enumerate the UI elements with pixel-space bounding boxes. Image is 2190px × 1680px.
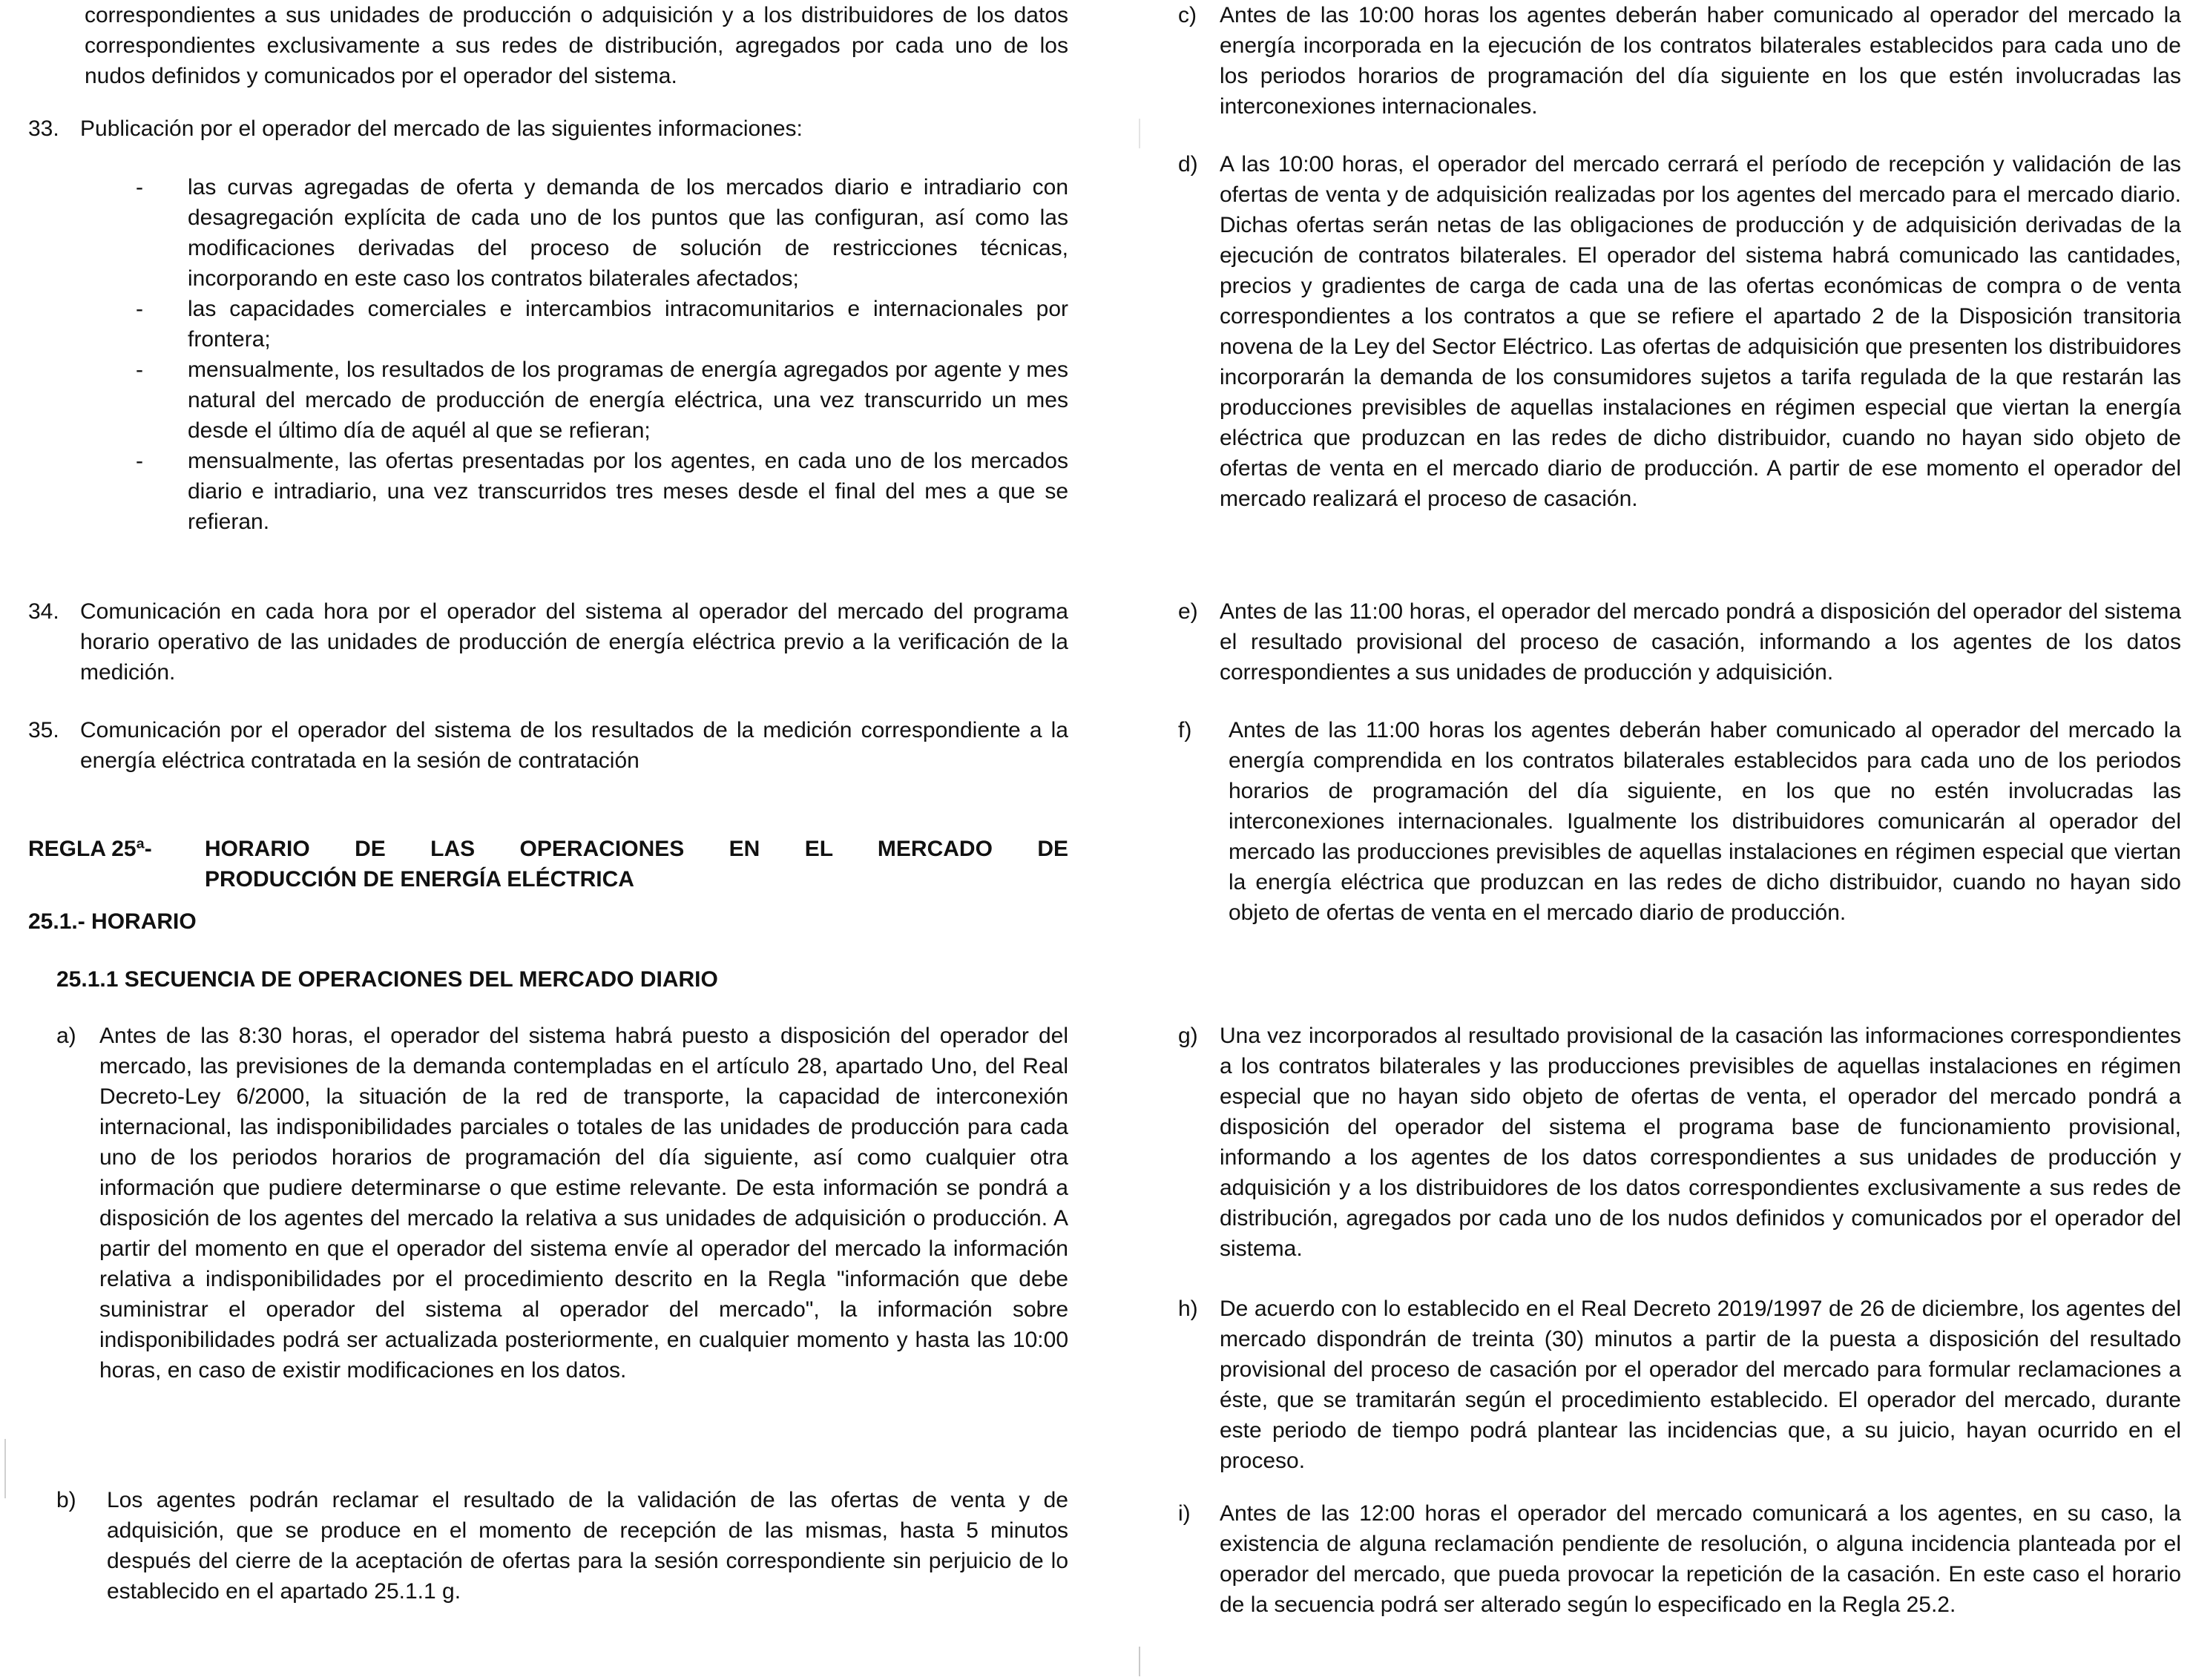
item-label: d) bbox=[1178, 152, 1198, 177]
item-g bbox=[1178, 1021, 2181, 1264]
item-e bbox=[1178, 596, 2181, 688]
item-text: Publicación por el operador del mercado de las siguientes informaciones: bbox=[80, 116, 803, 141]
subsection-heading: 25.1.1 SECUENCIA DE OPERACIONES DEL MERCADO DIARIO bbox=[56, 967, 718, 992]
item-text: Los agentes podrán reclamar el resultado de la validación de las ofertas de venta y de adquisición, que se produce en el momento de recepción de las mismas, hasta 5 minutos después del cierre de la aceptación de ofertas para la sesión correspondiente sin perjuicio de lo establecido en el apartado 25.1.1 g. bbox=[107, 1488, 1068, 1604]
bullet-item bbox=[28, 355, 1068, 446]
list-item-34 bbox=[28, 596, 1068, 688]
bullet-item bbox=[28, 294, 1068, 355]
scan-artifact bbox=[4, 1439, 6, 1498]
item-number: 34. bbox=[28, 599, 59, 624]
intro-paragraph: correspondientes a sus unidades de producción o adquisición y a los distribuidores de los datos correspondientes exclusivamente a sus redes de distribución, agregados por cada uno de los nudos definidos y comunicados por el operador del sistema. bbox=[85, 3, 1068, 88]
item-h bbox=[1178, 1294, 2181, 1476]
rule-heading bbox=[28, 834, 1068, 895]
list-item-35 bbox=[28, 715, 1068, 776]
item-text: De acuerdo con lo establecido en el Real Decreto 2019/1997 de 26 de diciembre, los agentes del mercado dispondrán de treinta (30) minutos a partir de la puesta a disposición del resultado provisional del proceso de casación por el operador del mercado para formular reclamaciones a éste, que se tramitarán según el procedimiento establecido. El operador del mercado, durante este periodo de tiempo podrá plantear las incidencias que, a su juicio, hayan ocurrido en el proceso. bbox=[1220, 1297, 2181, 1473]
item-text: Comunicación en cada hora por el operador del sistema al operador del mercado del programa horario operativo de las unidades de producción de energía eléctrica previo a la verificación de la medición. bbox=[80, 599, 1068, 685]
bullet-dash: - bbox=[136, 175, 143, 200]
rule-title-line-1: HORARIO DE LAS OPERACIONES EN EL MERCADO DE bbox=[205, 837, 1068, 861]
rule-title-line-2: PRODUCCIÓN DE ENERGÍA ELÉCTRICA bbox=[205, 867, 634, 892]
item-c bbox=[1178, 0, 2181, 122]
item-label: f) bbox=[1178, 718, 1192, 742]
list-item-33 bbox=[28, 113, 1068, 144]
scan-artifact bbox=[1139, 119, 1140, 148]
item-a bbox=[56, 1021, 1068, 1386]
item-number: 35. bbox=[28, 718, 59, 742]
bullet-dash: - bbox=[136, 449, 143, 473]
item-d bbox=[1178, 149, 2181, 514]
item-label: c) bbox=[1178, 3, 1197, 27]
item-text: Comunicación por el operador del sistema de los resultados de la medición correspondiente a la energía eléctrica contratada en la sesión de contratación bbox=[80, 718, 1068, 773]
item-label: e) bbox=[1178, 599, 1198, 624]
scan-artifact bbox=[1139, 1647, 1140, 1676]
item-label: b) bbox=[56, 1488, 76, 1512]
section-heading: 25.1.- HORARIO bbox=[28, 909, 197, 934]
item-label: g) bbox=[1178, 1024, 1198, 1048]
item-f bbox=[1178, 715, 2181, 928]
bullet-text: las curvas agregadas de oferta y demanda de los mercados diario e intradiario con desagregación explícita de cada uno de los puntos que las configuran, así como las modificaciones derivadas del proceso de solución de restricciones técnicas, incorporando en este caso los contratos bilaterales afectados; bbox=[188, 175, 1068, 291]
item-i bbox=[1178, 1498, 2181, 1620]
item-text: Antes de las 8:30 horas, el operador del sistema habrá puesto a disposición del operador del mercado, las previsiones de la demanda contempladas en el artículo 28, apartado Uno, del Real Decreto-Ley 6/2000, la situación de la red de transporte, la capacidad de interconexión internacional, las indisponibilidades parciales o totales de las unidades de producción para cada uno de los periodos horarios de programación del día siguiente, así como cualquier otra información que pudiere determinarse o que estime relevante. De esta información se pondrá a disposición de los agentes del mercado la relativa a sus unidades de adquisición o producción. A partir del momento en que el operador del sistema envíe al operador del mercado la información relativa a indisponibilidades por el procedimiento descrito en la Regla "información que debe suministrar el operador del sistema al operador del mercado", la información sobre indisponibilidades podrá ser actualizada posteriormente, en cualquier momento y hasta las 10:00 horas, en caso de existir modificaciones en los datos. bbox=[99, 1024, 1068, 1383]
item-label: i) bbox=[1178, 1501, 1191, 1526]
bullet-text: mensualmente, los resultados de los programas de energía agregados por agente y mes natural del mercado de producción de energía eléctrica, una vez transcurrido un mes desde el último día de aquél al que se refieran; bbox=[188, 358, 1068, 443]
item-number: 33. bbox=[28, 116, 59, 141]
bullet-text: mensualmente, las ofertas presentadas por los agentes, en cada uno de los mercados diario e intradiario, una vez transcurridos tres meses desde el final del mes a que se refieran. bbox=[188, 449, 1068, 534]
item-text: A las 10:00 horas, el operador del mercado cerrará el período de recepción y validación de las ofertas de venta y de adquisición realizadas por los agentes del mercado para el mercado diario. Dichas ofertas serán netas de las obligaciones de producción y de adquisición derivadas de la ejecución de contratos bilaterales. El operador del sistema habrá comunicado las cantidades, precios y gradientes de carga de cada una de las ofertas económicas de compra o de venta correspondientes a los contratos a que se refiere el apartado 2 de la Disposición transitoria novena de la Ley del Sector Eléctrico. Las ofertas de adquisición que presenten los distribuidores incorporarán la demanda de los consumidores sujetos a tarifa regulada de la que restarán las producciones previsibles de aquellas instalaciones en régimen especial que viertan la energía eléctrica que produzcan en las redes de dicho distribuidor, cuando no hayan sido objeto de ofertas de venta en el mercado diario de producción. A partir de ese momento el operador del mercado realizará el proceso de casación. bbox=[1220, 152, 2181, 511]
item-text: Antes de las 10:00 horas los agentes deberán haber comunicado al operador del mercado la energía incorporada en la ejecución de los contratos bilaterales establecidos para cada uno de los periodos horarios de programación del día siguiente en los que estén involucradas las interconexiones internacionales. bbox=[1220, 3, 2181, 119]
bullet-item bbox=[28, 172, 1068, 294]
bullet-list bbox=[28, 172, 1068, 537]
bullet-item bbox=[28, 446, 1068, 537]
item-b bbox=[56, 1485, 1068, 1607]
item-text: Antes de las 11:00 horas, el operador del mercado pondrá a disposición del operador del sistema el resultado provisional del proceso de casación, informando a los agentes de los datos correspondientes a sus unidades de producción y adquisición. bbox=[1220, 599, 2181, 685]
bullet-text: las capacidades comerciales e intercambios intracomunitarios e internacionales por frontera; bbox=[188, 297, 1068, 352]
item-label: a) bbox=[56, 1024, 76, 1048]
bullet-dash: - bbox=[136, 358, 143, 382]
item-label: h) bbox=[1178, 1297, 1198, 1321]
item-text: Una vez incorporados al resultado provisional de la casación las informaciones correspondientes a los contratos bilaterales y las producciones previsibles de aquellas instalaciones en régimen especial que no hayan sido objeto de ofertas de venta, el operador del mercado pondrá a disposición del operador del sistema el programa base de funcionamiento provisional, informando a los agentes de los datos correspondientes a sus unidades de producción y adquisición y a los distribuidores de los datos correspondientes exclusivamente a sus redes de distribución, agregados por cada uno de los nudos definidos y comunicados por el operador del sistema. bbox=[1220, 1024, 2181, 1261]
bullet-dash: - bbox=[136, 297, 143, 321]
rule-label: REGLA 25ª- bbox=[28, 837, 152, 861]
item-text: Antes de las 11:00 horas los agentes deberán haber comunicado al operador del mercado la energía comprendida en los contratos bilaterales establecidos para cada uno de los periodos horarios de programación del día siguiente, en los que no estén involucradas las interconexiones internacionales. Igualmente los distribuidores comunicarán al operador del mercado las producciones previsibles de aquellas instalaciones en régimen especial que viertan la energía eléctrica que produzcan en las redes de dicho distribuidor, cuando no hayan sido objeto de ofertas de venta en el mercado diario de producción. bbox=[1229, 718, 2181, 925]
item-text: Antes de las 12:00 horas el operador del mercado comunicará a los agentes, en su caso, la existencia de alguna reclamación pendiente de resolución, o alguna incidencia planteada por el operador del mercado, que pueda provocar la repetición de la casación. En este caso el horario de la secuencia podrá ser alterado según lo especificado en la Regla 25.2. bbox=[1220, 1501, 2181, 1617]
